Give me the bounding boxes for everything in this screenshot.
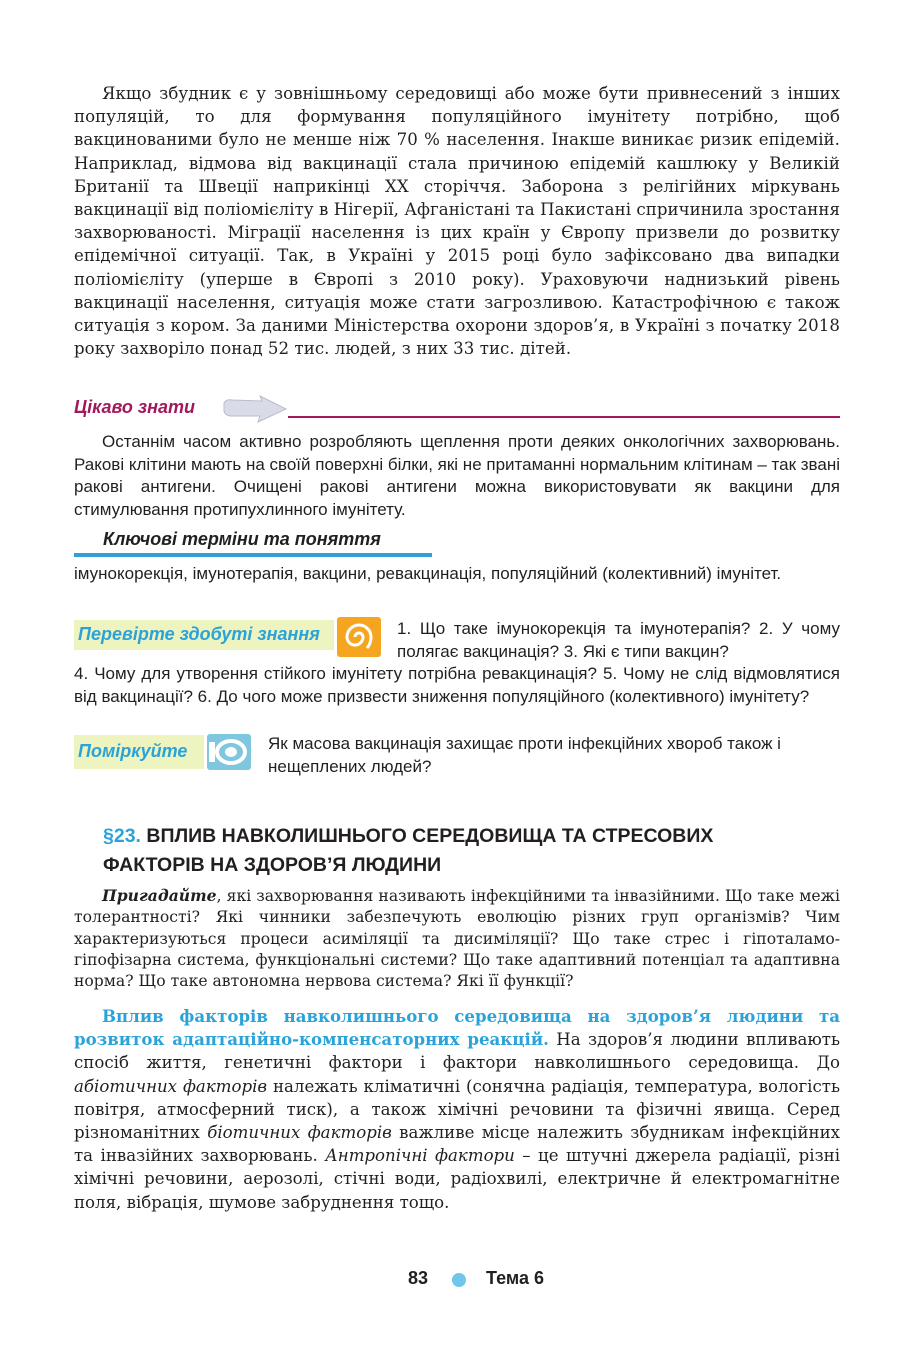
interest-divider [288,416,840,418]
check-questions-part1: 1. Що таке імунокорекція та імунотерапія? 2. У чому полягає вакцинація? 3. Які є типи вакцин? [397,619,840,661]
term-abiotic: абіотичних факторів [74,1076,268,1096]
interest-title: Цікаво знати [74,397,195,417]
interest-header [74,395,840,423]
section-number: §23. [103,825,141,847]
main-text-3: важливе місце належить збудникам інфекційних та інвазійних захворювань. [74,1123,840,1166]
check-knowledge-title: Перевірте здобуті знання [78,624,320,644]
main-text-1: На здоров’я людини впливають спосіб життя, генетичні фактори і фактори навколишнього середовища. До [74,1030,840,1073]
key-terms-underline [74,553,432,557]
check-questions-part2: 4. Чому для утворення стійкого імунітету потрібна ревакцинація? 5. Чому не слід відмовлятися від вакцинації? 6. До чого може призвести зниження популяційного (колективного) імунітету? [74,664,840,706]
interest-text: Останнім часом активно розробляють щеплення проти деяких онкологічних захворювань. Ракові клітини мають на своїй поверхні білки, які не притаманні нормальним клітинам – так звані ракові антигени. Очищені ракові антигени можна використовувати як вакцини для стимулювання протипухлинного імунітету. [74,432,841,519]
arrow-icon [222,395,288,425]
spiral-icon [337,617,381,657]
term-biotic: біотичних факторів [207,1123,392,1143]
check-knowledge-label [74,620,334,650]
main-text-4: – це штучні джерела радіації, різні хімічні речовини, аерозолі, стічні води, радіохвилі, електричне й електромагнітне поля, вібрація, шумове забруднення тощо. [74,1146,841,1212]
main-text-2: належать кліматичні (сонячна радіація, температура, вологість повітря, атмосферний тиск), а також хімічні речовини та фізичні явища. Серед різноманітних [74,1076,840,1143]
page-footer [0,1266,918,1296]
recall-paragraph [74,885,840,992]
section-title-line1: ВПЛИВ НАВКОЛИШНЬОГО СЕРЕДОВИЩА ТА СТРЕСОВИХ [146,825,714,847]
key-terms-text: імунокорекція, імунотерапія, вакцини, ревакцинація, популяційний (колективний) імунітет. [74,564,782,583]
think-text: Як масова вакцинація захищає проти інфекційних хвороб також і нещеплених людей? [268,734,781,776]
section-heading [103,822,840,880]
section-title-line2: ФАКТОРІВ НА ЗДОРОВ’Я ЛЮДИНИ [103,854,442,876]
intro-paragraph: Якщо збудник є у зовнішньому середовищі або може бути привнесений з інших популяцій, то для формування популяційного імунітету потрібно, щоб вакцинованими було не менше ніж 70 % населення. Інакше виникає ризик епідемій. Наприклад, відмова від вакцинації стала причиною епідемій кашлюку у Великій Британії та Швеції наприкінці ХХ сторіччя. Заборона з релігійних міркувань вакцинації від поліомієліту в Нігерії, Афганістані та Пакистані спричинила зростання захворюваності. Міграції населення із цих країн у Європу призвели до розвитку епідемічної ситуації. Так, в Україні у 2015 році було зафіксовано два випадки поліомієліту (уперше в Європі з 2010 року). Ураховуючи наднизький рівень вакцинації населення, ситуація може стати загрозливою. Катастрофічною є також ситуація з кором. За даними Міністерства охорони здоров’я, в Україні з початку 2018 року захворіло понад 52 тис. людей, з них 33 тис. дітей. [74,84,840,359]
recall-lead: Пригадайте [102,886,217,905]
topic-label: Тема 6 [486,1268,544,1288]
term-anthropic: Антропічні фактори [325,1146,515,1166]
think-title: Поміркуйте [78,741,188,761]
page-number: 83 [408,1268,429,1288]
main-heading: Вплив факторів навколишнього середовища на здоров’я людини та розвиток адаптаційно-компенсаторних реакцій. [74,1006,840,1050]
recall-text: , які захворювання називають інфекційними та інвазійними. Що таке межі толерантності? Які чинники забезпечують еволюцію різних груп організмів? Чим характеризуються процеси асиміляції та дисиміляції? Що таке стрес і гіпоталамо-гіпофізарна система, функціональні системи? Що таке адаптивний потенціал та адаптивна норма? Що таке автономна нервова система? Які її функції? [74,887,840,991]
think-label [74,735,204,769]
thought-icon [207,734,251,770]
bullet-dot-icon [452,1273,466,1287]
key-terms-title: Ключові терміни та поняття [103,529,381,549]
main-paragraph [74,1005,840,1214]
